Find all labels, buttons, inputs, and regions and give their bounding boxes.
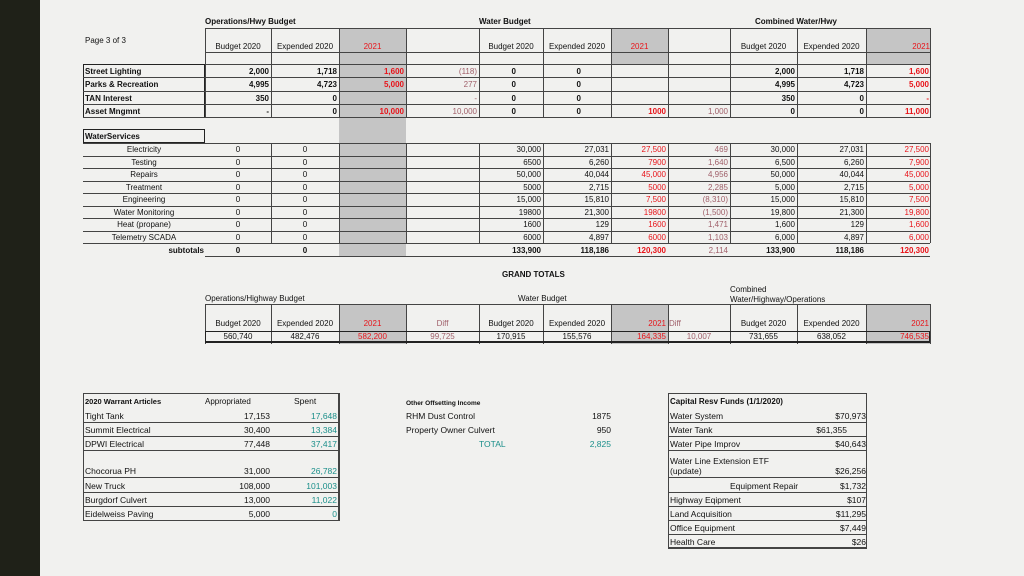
warrant-spent: 0	[332, 509, 337, 519]
offsetting-value: 950	[596, 425, 611, 435]
grid-line	[83, 492, 339, 493]
grid-line	[83, 91, 930, 92]
left-sidebar-bar	[0, 0, 40, 576]
column-header-budget: Budget 2020	[488, 42, 534, 51]
capital-value: $26,256	[835, 466, 866, 476]
combined-budget-cell: 6,000	[774, 232, 795, 242]
grand-water-budget: 170,915	[496, 332, 526, 341]
grid-line	[339, 393, 340, 521]
ops-expended-cell: 1,718	[316, 67, 337, 76]
row-label: Street Lighting	[85, 67, 142, 76]
warrant-spent: 26,782	[311, 466, 337, 476]
water-budget-cell: 6000	[523, 232, 541, 242]
grand-totals-title: GRAND TOTALS	[502, 270, 565, 279]
combined-expended-cell: 15,810	[839, 195, 864, 204]
grid-line	[83, 243, 930, 244]
grid-line	[83, 231, 930, 232]
warrant-appropriated: 30,400	[244, 425, 270, 435]
service-label: Water Monitoring	[113, 207, 175, 217]
row-label: Asset Mngmnt	[85, 106, 141, 116]
combined-2021-cell: 6,000	[908, 232, 929, 242]
water-diff-cell: 1,103	[707, 232, 728, 242]
combined-expended-cell: 129	[850, 220, 864, 229]
water-budget-cell: 0	[511, 80, 516, 90]
capital-title: Capital Resv Funds (1/1/2020)	[670, 397, 783, 406]
ops-budget-cell: 0	[235, 195, 241, 204]
grand-combined-expended: 638,052	[817, 332, 846, 341]
water-2021-cell: 5000	[648, 182, 666, 192]
ops-budget-cell: 0	[235, 207, 241, 217]
water-budget-cell: 50,000	[516, 170, 541, 179]
water-2021-cell: 7900	[648, 157, 666, 167]
offsetting-total-value: 2,825	[589, 439, 611, 449]
page-label: Page 3 of 3	[85, 36, 126, 45]
combined-budget-cell: 5,000	[774, 182, 795, 192]
capital-value: $26	[851, 537, 866, 547]
grid-line	[930, 64, 931, 118]
combined-budget-cell: 30,000	[770, 145, 795, 154]
warrants-title: 2020 Warrant Articles	[85, 397, 162, 406]
ops-expended-cell: 0	[332, 106, 337, 116]
service-label: Testing	[131, 157, 157, 167]
combined-expended-cell: 1,718	[843, 67, 864, 76]
ops-expended-cell: 0	[332, 93, 337, 103]
column-header-y2021: 2021	[363, 42, 382, 51]
water-2021-cell: 19800	[643, 207, 666, 217]
grand-combined-label-1: Combined	[730, 285, 767, 294]
water-expended-cell: 4,897	[588, 232, 609, 242]
warrant-spent: 13,384	[311, 425, 337, 435]
combined-2021-cell: 19,800	[904, 207, 929, 217]
ops-budget-cell: 0	[235, 182, 241, 192]
ops-budget-header: Operations/Hwy Budget	[205, 17, 296, 26]
water-expended-cell: 0	[576, 106, 581, 116]
column-header-expended: Expended 2020	[803, 42, 860, 51]
water-budget-cell: 6500	[523, 157, 541, 167]
ops-budget-cell: 350	[255, 93, 269, 103]
warrant-spent: 17,648	[311, 411, 337, 421]
capital-value: $61,355	[816, 425, 847, 435]
combined-expended-cell: 21,300	[839, 207, 864, 217]
warrant-label: Burgdorf Culvert	[85, 495, 147, 505]
water-diff-cell: (8,310)	[702, 195, 728, 204]
water-expended-cell: 0	[576, 93, 581, 103]
grid-line	[83, 143, 930, 144]
water-2021-cell: 1000	[648, 106, 666, 116]
combined-2021-cell: -	[926, 93, 929, 103]
service-label: Treatment	[125, 182, 163, 192]
water-diff-cell: 1,000	[707, 106, 728, 116]
water-diff-cell: 1,471	[707, 220, 728, 229]
grid-line	[205, 28, 930, 29]
water-2021-cell: 7,500	[645, 195, 666, 204]
grid-line	[668, 506, 867, 507]
grid-line	[83, 506, 339, 507]
capital-value: $70,973	[835, 411, 866, 421]
ops-expended-cell: 0	[302, 232, 308, 242]
combined-expended-subtotal: 118,186	[835, 246, 864, 255]
grand-ops-expended-hdr: Expended 2020	[276, 319, 334, 328]
column-header-budget: Budget 2020	[740, 42, 787, 51]
combined-2021-cell: 1,600	[908, 67, 929, 76]
water-diff-cell: 469	[714, 145, 728, 154]
combined-expended-cell: 2,715	[843, 182, 864, 192]
offsetting-value: 1875	[592, 411, 611, 421]
offsetting-label: RHM Dust Control	[406, 411, 475, 421]
combined-budget-cell: 15,000	[770, 195, 795, 204]
grid-line	[930, 304, 931, 344]
combined-2021-cell: 7,500	[908, 195, 929, 204]
offsetting-label: Property Owner Culvert	[406, 425, 495, 435]
grid-line	[668, 28, 669, 64]
capital-value: $107	[847, 495, 866, 505]
water-diff-cell: 2,285	[707, 182, 728, 192]
grid-line	[930, 143, 931, 243]
water-diff-cell: (1,500)	[702, 207, 728, 217]
ops-expended-cell: 0	[302, 145, 308, 154]
grid-line	[668, 450, 867, 451]
ops-budget-cell: -	[266, 106, 269, 116]
ops-diff-cell: -	[474, 93, 477, 103]
ops-budget-cell: 2,000	[248, 67, 269, 76]
grand-combined-label-2: Water/Highway/Operations	[730, 295, 826, 304]
combined-expended-cell: 4,897	[843, 232, 864, 242]
combined-2021-cell: 11,000	[904, 106, 929, 116]
water-diff-cell: 4,956	[707, 170, 728, 179]
grid-line	[866, 393, 867, 548]
combined-budget-cell: 1,600	[774, 220, 795, 229]
ops-diff-cell: 277	[463, 80, 477, 90]
combined-expended-cell: 27,031	[839, 145, 864, 154]
water-2021-subtotal: 120,300	[637, 246, 666, 255]
grid-line	[83, 181, 930, 182]
capital-label: Water Tank	[670, 425, 713, 435]
water-2021-cell: 27,500	[641, 145, 666, 154]
grand-ops-2021: 582,200	[358, 332, 387, 341]
water-expended-subtotal: 118,186	[580, 246, 609, 255]
water-diff-cell: 1,640	[707, 157, 728, 167]
column-header-expended: Expended 2020	[548, 42, 606, 51]
grid-line	[668, 492, 867, 493]
combined-2021-cell: 1,600	[908, 220, 929, 229]
grand-ops-diff: 99,725	[430, 332, 455, 341]
row-label: Parks & Recreation	[85, 80, 159, 90]
warrant-label: Chocorua PH	[85, 466, 137, 476]
water-2021-cell: 45,000	[641, 170, 666, 179]
combined-expended-cell: 6,260	[843, 157, 864, 167]
warrant-spent: 101,003	[306, 481, 337, 491]
grid-line	[83, 156, 930, 157]
combined-2021-cell: 7,900	[908, 157, 929, 167]
grand-water-diff-hdr: Diff	[669, 319, 681, 328]
water-budget-cell: 1600	[523, 220, 541, 229]
combined-budget-subtotal: 133,900	[766, 246, 795, 255]
grid-line	[83, 168, 930, 169]
capital-label: Water Line Extension ETF	[670, 456, 769, 466]
ops-2021-shade	[339, 28, 406, 256]
combined-budget-cell: 6,500	[774, 157, 795, 167]
column-header-expended: Expended 2020	[276, 42, 334, 51]
warrant-label: New Truck	[85, 481, 126, 491]
warrant-label: DPWI Electrical	[85, 439, 145, 449]
grid-line	[83, 117, 930, 118]
ops-diff-cell: (118)	[458, 67, 477, 76]
grand-ops-diff-hdr: Diff	[436, 319, 449, 328]
grid-line	[83, 218, 930, 219]
warrant-appropriated: 5,000	[248, 509, 270, 519]
capital-label: Water Pipe Improv	[670, 439, 741, 449]
grid-line	[205, 256, 930, 257]
water-expended-cell: 0	[576, 67, 581, 76]
combined-budget-cell: 19,800	[770, 207, 795, 217]
ops-expended-cell: 4,723	[316, 80, 337, 90]
grid-line	[83, 206, 930, 207]
capital-value: $40,643	[835, 439, 866, 449]
grid-line	[205, 52, 930, 53]
service-label: Heat (propane)	[117, 220, 171, 229]
grand-water-budget-hdr: Budget 2020	[488, 319, 534, 328]
grand-combined-2021: 746,535	[900, 332, 929, 341]
water-expended-cell: 15,810	[584, 195, 609, 204]
water-budget-cell: 0	[511, 106, 516, 116]
offsetting-total-label: TOTAL	[479, 439, 506, 449]
combined-2021-cell: 5,000	[908, 80, 929, 90]
combined-budget-cell: 2,000	[774, 67, 795, 76]
ops-expended-cell: 0	[302, 207, 308, 217]
warrant-spent: 37,417	[311, 439, 337, 449]
water-budget-header: Water Budget	[479, 17, 531, 26]
grid-line	[83, 77, 930, 78]
water-budget-cell: 0	[511, 67, 516, 76]
capital-label: Equipment Repair	[730, 481, 799, 491]
water-expended-cell: 129	[595, 220, 609, 229]
grid-line	[668, 436, 867, 437]
column-header-y2021: 2021	[912, 42, 930, 51]
capital-value: $7,449	[840, 523, 866, 533]
water-expended-cell: 27,031	[584, 145, 609, 154]
ops-expended-cell: 0	[302, 157, 308, 167]
ops-2021-cell: 5,000	[383, 80, 404, 90]
warrant-appropriated: 13,000	[244, 495, 270, 505]
grand-water-label: Water Budget	[518, 294, 567, 303]
warrant-label: Eidelweiss Paving	[85, 509, 154, 519]
capital-label: Health Care	[670, 537, 716, 547]
ops-budget-cell: 0	[235, 220, 241, 229]
combined-expended-cell: 40,044	[839, 170, 864, 179]
grid-line	[668, 422, 867, 423]
grid-line	[668, 534, 867, 535]
offsetting-title: Other Offsetting Income	[406, 400, 481, 407]
grid-line	[83, 477, 339, 478]
warrant-appropriated: 17,153	[244, 411, 270, 421]
grid-line	[930, 28, 931, 64]
ops-budget-cell: 0	[235, 232, 241, 242]
capital-value: $11,295	[835, 509, 866, 519]
grand-ops-2021-hdr: 2021	[363, 319, 382, 328]
water-services-title: WaterServices	[85, 132, 140, 141]
grid-line	[83, 436, 339, 437]
grand-combined-expended-hdr: Expended 2020	[803, 319, 860, 328]
ops-budget-subtotal: 0	[235, 246, 241, 255]
combined-2021-subtotal: 120,300	[900, 246, 929, 255]
ops-diff-cell: 10,000	[452, 106, 477, 116]
column-header-budget: Budget 2020	[215, 42, 261, 51]
combined-2021-cell: 5,000	[908, 182, 929, 192]
water-diff-subtotal: 2,114	[708, 246, 728, 255]
water-expended-cell: 2,715	[588, 182, 609, 192]
service-label: Electricity	[126, 145, 162, 154]
water-2021-cell: 1600	[648, 220, 666, 229]
combined-expended-cell: 0	[859, 106, 864, 116]
ops-budget-cell: 4,995	[248, 80, 269, 90]
combined-2021-cell: 45,000	[904, 170, 929, 179]
warrant-spent: 11,022	[311, 495, 337, 505]
water-expended-cell: 6,260	[588, 157, 609, 167]
water-budget-cell: 5000	[523, 182, 541, 192]
capital-label-2: (update)	[670, 466, 702, 476]
combined-expended-cell: 4,723	[843, 80, 864, 90]
grand-ops-label: Operations/Highway Budget	[205, 294, 305, 303]
water-budget-subtotal: 133,900	[512, 246, 541, 255]
ops-expended-cell: 0	[302, 182, 308, 192]
grand-water-expended-hdr: Expended 2020	[548, 319, 606, 328]
combined-header: Combined Water/Hwy	[755, 17, 837, 26]
combined-budget-cell: 0	[790, 106, 795, 116]
warrant-appropriated: 31,000	[244, 466, 270, 476]
capital-label: Water System	[670, 411, 724, 421]
grand-combined-budget: 731,655	[749, 332, 778, 341]
combined-budget-cell: 50,000	[770, 170, 795, 179]
combined-budget-cell: 4,995	[774, 80, 795, 90]
service-label: Engineering	[122, 195, 166, 204]
grid-line	[83, 104, 930, 105]
warrant-appropriated: 77,448	[244, 439, 270, 449]
combined-2021-cell: 27,500	[904, 145, 929, 154]
grid-line	[83, 422, 339, 423]
ops-budget-cell: 0	[235, 170, 241, 179]
grid-line	[83, 450, 339, 451]
service-label: Telemetry SCADA	[111, 232, 177, 242]
warrant-label: Tight Tank	[85, 411, 124, 421]
grand-ops-expended: 482,476	[290, 332, 320, 341]
grid-line	[668, 477, 867, 478]
subtotals-label: subtotals	[168, 246, 204, 255]
row-label: TAN Interest	[85, 93, 132, 103]
grand-combined-2021-hdr: 2021	[911, 319, 929, 328]
grand-combined-budget-hdr: Budget 2020	[740, 319, 787, 328]
combined-expended-cell: 0	[859, 93, 864, 103]
water-budget-cell: 30,000	[516, 145, 541, 154]
service-label: Repairs	[130, 170, 158, 179]
ops-budget-cell: 0	[235, 157, 241, 167]
ops-expended-subtotal: 0	[302, 246, 308, 255]
ops-expended-cell: 0	[302, 220, 308, 229]
combined-budget-cell: 350	[781, 93, 795, 103]
grand-water-diff: 10,007	[686, 332, 712, 341]
grand-water-2021-hdr: 2021	[648, 319, 666, 328]
grand-ops-budget-hdr: Budget 2020	[215, 319, 261, 328]
grand-water-2021: 164,335	[637, 332, 666, 341]
warrant-label: Summit Electrical	[85, 425, 151, 435]
capital-label: Office Equipment	[670, 523, 736, 533]
grand-ops-budget: 560,740	[223, 332, 253, 341]
grid-line	[205, 64, 930, 65]
water-budget-cell: 19800	[518, 207, 541, 217]
grid-line	[83, 193, 930, 194]
grid-line	[668, 548, 867, 549]
water-budget-cell: 15,000	[516, 195, 541, 204]
ops-budget-cell: 0	[235, 145, 241, 154]
ops-2021-cell: 10,000	[379, 106, 404, 116]
water-expended-cell: 40,044	[584, 170, 609, 179]
water-expended-cell: 0	[576, 80, 581, 90]
grid-line	[406, 28, 407, 64]
ops-expended-cell: 0	[302, 195, 308, 204]
capital-label: Highway Eqipment	[670, 495, 741, 505]
grid-line	[668, 520, 867, 521]
warrants-spent-hdr: Spent	[294, 396, 317, 406]
water-budget-cell: 0	[511, 93, 516, 103]
warrants-appropriated-hdr: Appropriated	[205, 397, 251, 406]
water-expended-cell: 21,300	[584, 207, 609, 217]
grand-water-expended: 155,576	[562, 332, 592, 341]
capital-value: $1,732	[840, 481, 866, 491]
water-2021-cell: 6000	[648, 232, 666, 242]
capital-label: Land Acquisition	[670, 509, 732, 519]
grid-line	[205, 304, 930, 305]
column-header-y2021: 2021	[630, 42, 649, 51]
ops-expended-cell: 0	[302, 170, 308, 179]
grid-line	[83, 520, 339, 521]
warrant-appropriated: 108,000	[239, 481, 270, 491]
ops-2021-cell: 1,600	[383, 67, 404, 76]
